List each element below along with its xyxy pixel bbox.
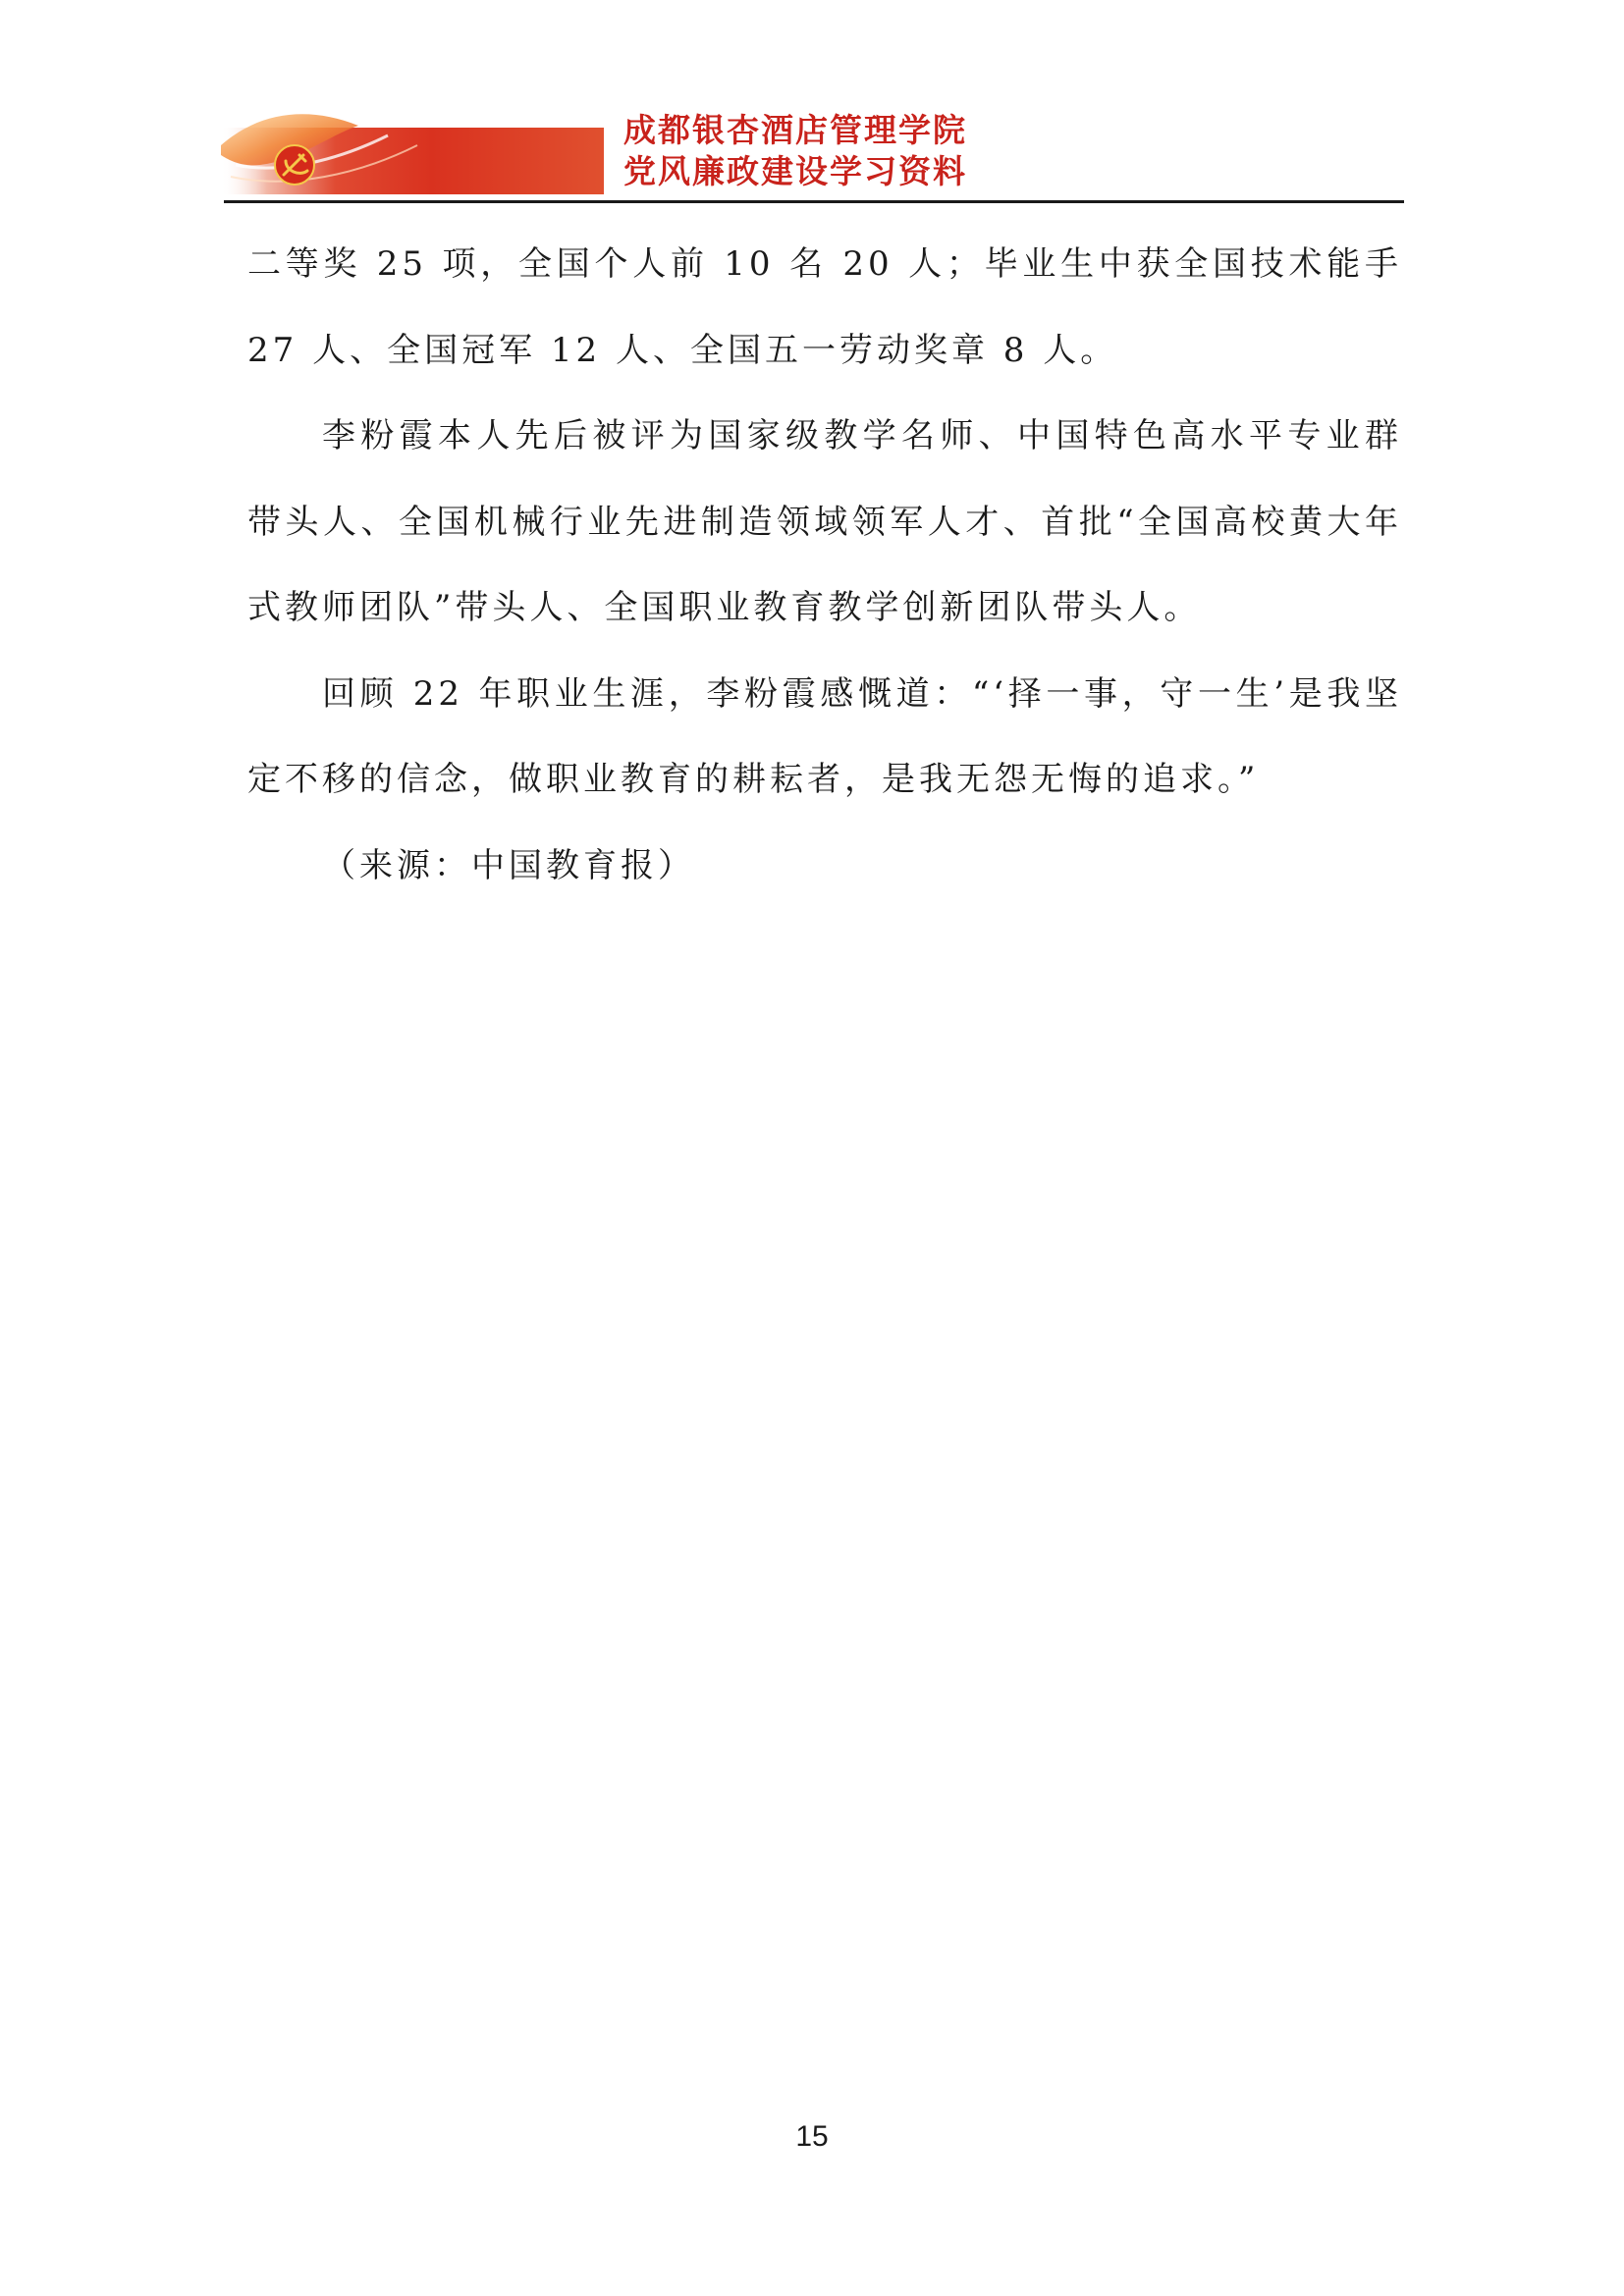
document-header <box>221 98 1404 198</box>
header-title-line2: 党风廉政建设学习资料 <box>623 152 967 190</box>
paragraph-quote: 回顾 22 年职业生涯，李粉霞感慨道：“‘择一事，守一生’是我坚定不移的信念，做职业教育的耕耘者，是我无怨无悔的追求。” <box>247 673 1402 799</box>
page-number: 15 <box>795 2120 829 2153</box>
paragraph-honors: 李粉霞本人先后被评为国家级教学名师、中国特色高水平专业群带头人、全国机械行业先进制造领域领军人才、首批“全国高校黄大年式教师团队”带头人、全国职业教育教学创新团队带头人。 <box>247 416 1402 627</box>
header-title-line1: 成都银杏酒店管理学院 <box>623 111 967 149</box>
header-divider <box>224 200 1404 203</box>
paragraph-source: （来源：中国教育报） <box>322 845 695 885</box>
party-emblem-icon <box>221 106 604 194</box>
document-body <box>247 222 1402 909</box>
header-titles <box>623 110 1213 192</box>
paragraph-awards: 二等奖 25 项，全国个人前 10 名 20 人；毕业生中获全国技术能手 27 人、全国冠军 12 人、全国五一劳动奖章 8 人。 <box>247 244 1402 370</box>
